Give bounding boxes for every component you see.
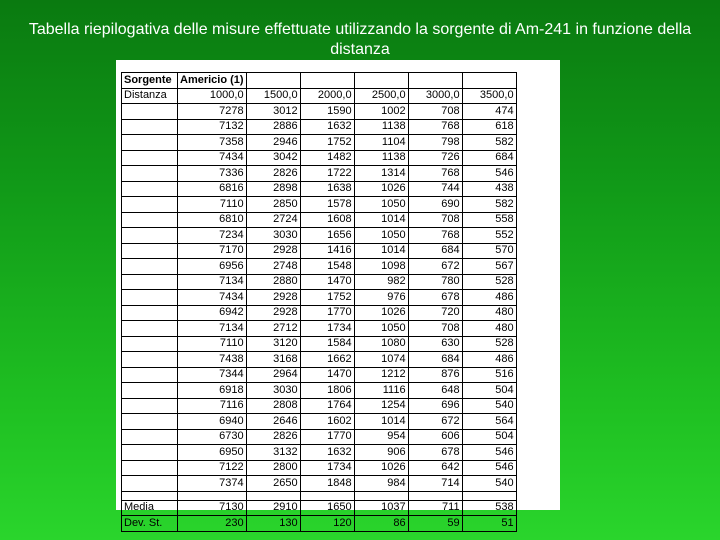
- separator-cell: [300, 491, 354, 500]
- source-header: Americio (1): [178, 73, 247, 89]
- row-label-cell: [122, 460, 178, 476]
- row-label-cell: [122, 104, 178, 120]
- measurement-cell: 1548: [300, 259, 354, 275]
- measurement-cell: 480: [462, 305, 516, 321]
- measurement-cell: 1314: [354, 166, 408, 182]
- measurement-cell: 726: [408, 150, 462, 166]
- measurement-cell: 1764: [300, 398, 354, 414]
- measurement-cell: 2898: [246, 181, 300, 197]
- measurement-cell: 1638: [300, 181, 354, 197]
- measurement-cell: 984: [354, 476, 408, 492]
- measurement-cell: 2724: [246, 212, 300, 228]
- measurement-cell: 1026: [354, 460, 408, 476]
- measurement-cell: 2826: [246, 429, 300, 445]
- measurement-cell: 516: [462, 367, 516, 383]
- measurement-cell: 552: [462, 228, 516, 244]
- measurement-cell: 1050: [354, 197, 408, 213]
- measurement-cell: 3120: [246, 336, 300, 352]
- table-row: [122, 429, 517, 445]
- measurement-cell: 540: [462, 476, 516, 492]
- table-row: [122, 228, 517, 244]
- measurement-cell: 672: [408, 414, 462, 430]
- measurement-cell: 480: [462, 321, 516, 337]
- distance-value: 3500,0: [462, 88, 516, 104]
- measurement-cell: 546: [462, 460, 516, 476]
- table-row: [122, 290, 517, 306]
- measurement-cell: 1074: [354, 352, 408, 368]
- measurement-cell: 744: [408, 181, 462, 197]
- measurement-cell: 1138: [354, 119, 408, 135]
- measurement-cell: 976: [354, 290, 408, 306]
- measurement-cell: 606: [408, 429, 462, 445]
- measurement-cell: 2826: [246, 166, 300, 182]
- measurement-cell: 672: [408, 259, 462, 275]
- measurement-cell: 2928: [246, 305, 300, 321]
- measurement-cell: 1212: [354, 367, 408, 383]
- measurement-cell: 714: [408, 476, 462, 492]
- measurement-cell: 630: [408, 336, 462, 352]
- row-label-cell: [122, 336, 178, 352]
- distance-value: 3000,0: [408, 88, 462, 104]
- table-row: [122, 119, 517, 135]
- measurement-cell: 1602: [300, 414, 354, 430]
- distance-header: Distanza: [122, 88, 178, 104]
- separator-row: [122, 491, 517, 500]
- row-label-cell: [122, 445, 178, 461]
- measurement-cell: 6730: [178, 429, 247, 445]
- row-label-cell: [122, 228, 178, 244]
- distance-value: 2500,0: [354, 88, 408, 104]
- measurement-cell: 7110: [178, 336, 247, 352]
- table-row: [122, 104, 517, 120]
- measurement-cell: 1770: [300, 429, 354, 445]
- measurement-cell: 7132: [178, 119, 247, 135]
- measurement-cell: 1254: [354, 398, 408, 414]
- row-label-cell: [122, 429, 178, 445]
- measurement-cell: 7134: [178, 274, 247, 290]
- measurement-cell: 2646: [246, 414, 300, 430]
- row-label-cell: [122, 259, 178, 275]
- measurement-cell: 2886: [246, 119, 300, 135]
- separator-cell: [178, 491, 247, 500]
- measurement-cell: 1470: [300, 274, 354, 290]
- slide-title: Tabella riepilogativa delle misure effettuate utilizzando la sorgente di Am-241 in funzione della distanza: [28, 21, 692, 58]
- measurement-cell: 1026: [354, 181, 408, 197]
- measurement-cell: 2850: [246, 197, 300, 213]
- measurement-cell: 474: [462, 104, 516, 120]
- summary-value: 51: [462, 516, 516, 532]
- table-row: [122, 336, 517, 352]
- measurement-cell: 504: [462, 383, 516, 399]
- table-row: [122, 414, 517, 430]
- table-row: [122, 321, 517, 337]
- measurement-cell: 1722: [300, 166, 354, 182]
- measurement-cell: 1848: [300, 476, 354, 492]
- measurement-cell: 6942: [178, 305, 247, 321]
- measurements-table: [121, 72, 517, 532]
- row-label-cell: [122, 150, 178, 166]
- measurement-cell: 546: [462, 166, 516, 182]
- measurement-cell: 504: [462, 429, 516, 445]
- measurement-cell: 558: [462, 212, 516, 228]
- measurement-cell: 684: [408, 352, 462, 368]
- measurement-cell: 582: [462, 135, 516, 151]
- measurement-cell: 2650: [246, 476, 300, 492]
- row-label-cell: [122, 398, 178, 414]
- measurement-cell: 3168: [246, 352, 300, 368]
- measurement-cell: 3030: [246, 228, 300, 244]
- table-row: [122, 460, 517, 476]
- measurement-cell: 6940: [178, 414, 247, 430]
- row-label-cell: [122, 290, 178, 306]
- summary-value: 711: [408, 500, 462, 516]
- row-label-cell: [122, 274, 178, 290]
- separator-cell: [246, 491, 300, 500]
- table-row: [122, 212, 517, 228]
- summary-row: [122, 500, 517, 516]
- measurement-cell: 642: [408, 460, 462, 476]
- measurement-cell: 540: [462, 398, 516, 414]
- summary-value: 538: [462, 500, 516, 516]
- corner-header: Sorgente: [122, 73, 178, 89]
- measurement-cell: 1014: [354, 212, 408, 228]
- measurement-cell: 7374: [178, 476, 247, 492]
- measurement-cell: 2928: [246, 290, 300, 306]
- row-label-cell: [122, 321, 178, 337]
- measurement-cell: 2946: [246, 135, 300, 151]
- measurement-cell: 7116: [178, 398, 247, 414]
- measurement-cell: 678: [408, 445, 462, 461]
- measurement-cell: 3042: [246, 150, 300, 166]
- measurement-cell: 954: [354, 429, 408, 445]
- measurement-cell: 1014: [354, 243, 408, 259]
- measurement-cell: 1470: [300, 367, 354, 383]
- measurement-cell: 3030: [246, 383, 300, 399]
- measurement-cell: 567: [462, 259, 516, 275]
- measurement-cell: 2808: [246, 398, 300, 414]
- measurement-cell: 7122: [178, 460, 247, 476]
- table-row: [122, 476, 517, 492]
- measurement-cell: 7110: [178, 197, 247, 213]
- measurement-cell: 7336: [178, 166, 247, 182]
- separator-cell: [354, 491, 408, 500]
- measurement-cell: 7434: [178, 290, 247, 306]
- measurement-cell: 720: [408, 305, 462, 321]
- measurement-cell: 2748: [246, 259, 300, 275]
- header-empty-cell: [246, 73, 300, 89]
- measurement-cell: 1098: [354, 259, 408, 275]
- row-label-cell: [122, 119, 178, 135]
- spreadsheet-table: [116, 60, 560, 529]
- header-empty-cell: [462, 73, 516, 89]
- summary-value: 2910: [246, 500, 300, 516]
- table-row: [122, 398, 517, 414]
- table-row: [122, 445, 517, 461]
- measurement-cell: 1050: [354, 228, 408, 244]
- separator-cell: [408, 491, 462, 500]
- row-label-cell: [122, 135, 178, 151]
- measurement-cell: 1656: [300, 228, 354, 244]
- summary-value: 230: [178, 516, 247, 532]
- measurement-cell: 768: [408, 166, 462, 182]
- row-label-cell: [122, 166, 178, 182]
- distance-value: 2000,0: [300, 88, 354, 104]
- measurement-cell: 1734: [300, 321, 354, 337]
- row-label-cell: [122, 352, 178, 368]
- row-label-cell: [122, 305, 178, 321]
- measurement-cell: 2880: [246, 274, 300, 290]
- measurement-cell: 7434: [178, 150, 247, 166]
- measurement-cell: 906: [354, 445, 408, 461]
- measurement-cell: 684: [462, 150, 516, 166]
- measurement-cell: 618: [462, 119, 516, 135]
- measurement-cell: 1014: [354, 414, 408, 430]
- measurement-cell: 7134: [178, 321, 247, 337]
- measurement-cell: 1482: [300, 150, 354, 166]
- measurement-cell: 486: [462, 352, 516, 368]
- measurement-cell: 1632: [300, 445, 354, 461]
- measurement-cell: 1770: [300, 305, 354, 321]
- table-row: [122, 197, 517, 213]
- measurement-cell: 690: [408, 197, 462, 213]
- separator-cell: [122, 491, 178, 500]
- measurement-cell: 1590: [300, 104, 354, 120]
- measurement-cell: 2964: [246, 367, 300, 383]
- table-row: [122, 305, 517, 321]
- header-empty-cell: [408, 73, 462, 89]
- measurement-cell: 768: [408, 119, 462, 135]
- measurement-cell: 1734: [300, 460, 354, 476]
- measurement-cell: 7170: [178, 243, 247, 259]
- measurement-cell: 2800: [246, 460, 300, 476]
- summary-value: 120: [300, 516, 354, 532]
- summary-value: 59: [408, 516, 462, 532]
- measurement-cell: 7278: [178, 104, 247, 120]
- measurement-cell: 1116: [354, 383, 408, 399]
- summary-value: 1650: [300, 500, 354, 516]
- distance-value: 1000,0: [178, 88, 247, 104]
- measurement-cell: 528: [462, 274, 516, 290]
- measurement-cell: 1416: [300, 243, 354, 259]
- separator-cell: [462, 491, 516, 500]
- header-empty-cell: [300, 73, 354, 89]
- measurement-cell: 2712: [246, 321, 300, 337]
- row-label-cell: [122, 383, 178, 399]
- measurement-cell: 486: [462, 290, 516, 306]
- measurement-cell: 546: [462, 445, 516, 461]
- row-label-cell: [122, 212, 178, 228]
- measurement-cell: 1050: [354, 321, 408, 337]
- measurement-cell: 7344: [178, 367, 247, 383]
- measurement-cell: 708: [408, 104, 462, 120]
- measurement-cell: 6816: [178, 181, 247, 197]
- measurement-cell: 1752: [300, 290, 354, 306]
- measurement-cell: 1104: [354, 135, 408, 151]
- header-row-source: [122, 73, 517, 89]
- measurement-cell: 696: [408, 398, 462, 414]
- summary-value: 130: [246, 516, 300, 532]
- row-label-cell: [122, 197, 178, 213]
- row-label-cell: [122, 367, 178, 383]
- table-row: [122, 181, 517, 197]
- measurement-cell: 1002: [354, 104, 408, 120]
- summary-label: Dev. St.: [122, 516, 178, 532]
- table-row: [122, 243, 517, 259]
- measurement-cell: 3012: [246, 104, 300, 120]
- summary-row: [122, 516, 517, 532]
- measurement-cell: 1662: [300, 352, 354, 368]
- header-empty-cell: [354, 73, 408, 89]
- measurement-cell: 7234: [178, 228, 247, 244]
- measurement-cell: 1080: [354, 336, 408, 352]
- measurement-cell: 684: [408, 243, 462, 259]
- measurement-cell: 1806: [300, 383, 354, 399]
- measurement-cell: 1578: [300, 197, 354, 213]
- measurement-cell: 876: [408, 367, 462, 383]
- summary-value: 1037: [354, 500, 408, 516]
- measurement-cell: 6950: [178, 445, 247, 461]
- measurement-cell: 982: [354, 274, 408, 290]
- measurement-cell: 648: [408, 383, 462, 399]
- measurement-cell: 678: [408, 290, 462, 306]
- table-row: [122, 166, 517, 182]
- measurement-cell: 582: [462, 197, 516, 213]
- measurement-cell: 6810: [178, 212, 247, 228]
- table-row: [122, 383, 517, 399]
- measurement-cell: 438: [462, 181, 516, 197]
- measurement-cell: 6956: [178, 259, 247, 275]
- header-row-distance: [122, 88, 517, 104]
- summary-value: 86: [354, 516, 408, 532]
- distance-value: 1500,0: [246, 88, 300, 104]
- table-row: [122, 352, 517, 368]
- measurement-cell: 780: [408, 274, 462, 290]
- measurement-cell: 7438: [178, 352, 247, 368]
- measurement-cell: 6918: [178, 383, 247, 399]
- row-label-cell: [122, 243, 178, 259]
- table-row: [122, 259, 517, 275]
- table-row: [122, 274, 517, 290]
- summary-value: 7130: [178, 500, 247, 516]
- row-label-cell: [122, 476, 178, 492]
- measurement-cell: 1632: [300, 119, 354, 135]
- measurement-cell: 1138: [354, 150, 408, 166]
- measurement-cell: 798: [408, 135, 462, 151]
- measurement-cell: 708: [408, 212, 462, 228]
- measurement-cell: 1584: [300, 336, 354, 352]
- measurement-cell: 570: [462, 243, 516, 259]
- measurement-cell: 708: [408, 321, 462, 337]
- measurement-cell: 528: [462, 336, 516, 352]
- measurement-cell: 768: [408, 228, 462, 244]
- measurement-cell: 1608: [300, 212, 354, 228]
- row-label-cell: [122, 181, 178, 197]
- measurement-cell: 2928: [246, 243, 300, 259]
- table-row: [122, 150, 517, 166]
- measurement-cell: 7358: [178, 135, 247, 151]
- table-row: [122, 367, 517, 383]
- measurement-cell: 1752: [300, 135, 354, 151]
- row-label-cell: [122, 414, 178, 430]
- measurement-cell: 564: [462, 414, 516, 430]
- measurement-cell: 3132: [246, 445, 300, 461]
- measurement-cell: 1026: [354, 305, 408, 321]
- table-row: [122, 135, 517, 151]
- summary-label: Media: [122, 500, 178, 516]
